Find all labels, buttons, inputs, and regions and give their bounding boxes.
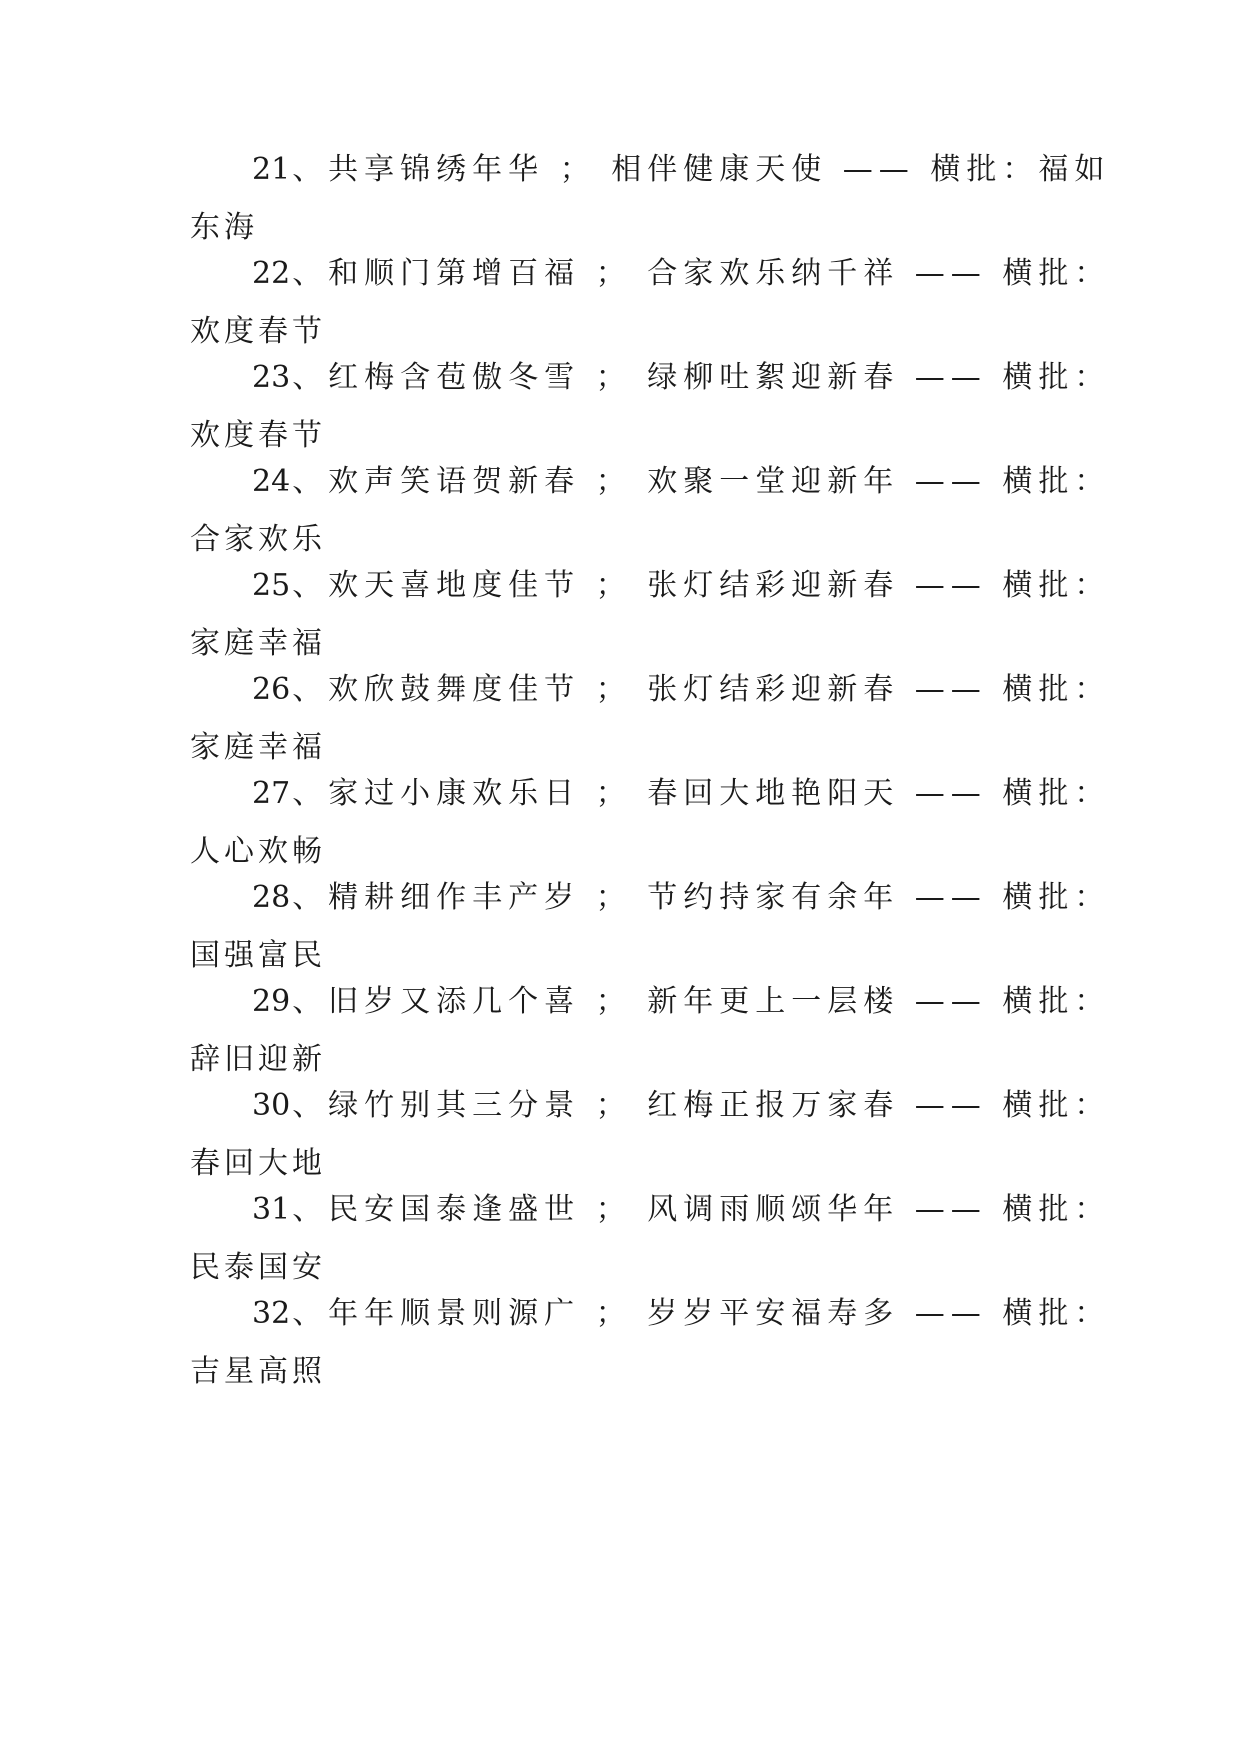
couplet-text: 、欢欣鼓舞度佳节 ； 张灯结彩迎新春 —— 横批： xyxy=(292,672,1111,707)
couplet-continuation: 春回大地 xyxy=(190,1146,326,1181)
couplet-continuation: 东海 xyxy=(190,210,258,245)
entry-number: 21 xyxy=(252,152,291,187)
entry-number: 22 xyxy=(252,256,291,291)
couplet-continuation: 民泰国安 xyxy=(190,1250,326,1285)
couplet-continuation: 合家欢乐 xyxy=(190,522,326,557)
couplet-text: 、精耕细作丰产岁 ； 节约持家有余年 —— 横批： xyxy=(292,880,1111,915)
couplet-line xyxy=(252,566,1110,606)
couplet-line xyxy=(252,1190,1110,1230)
entry-number: 26 xyxy=(252,672,291,707)
entry-number: 25 xyxy=(252,568,291,603)
entry-number: 32 xyxy=(252,1296,291,1331)
couplet-continuation: 欢度春节 xyxy=(190,418,326,453)
couplet-line xyxy=(252,150,1110,190)
couplet-continuation: 人心欢畅 xyxy=(190,834,326,869)
entry-number: 30 xyxy=(252,1088,291,1123)
entry-number: 28 xyxy=(252,880,291,915)
couplet-line xyxy=(252,358,1110,398)
couplet-continuation: 辞旧迎新 xyxy=(190,1042,326,1077)
couplet-line xyxy=(252,462,1110,502)
couplet-text: 、欢天喜地度佳节 ； 张灯结彩迎新春 —— 横批： xyxy=(292,568,1111,603)
couplet-text: 、年年顺景则源广 ； 岁岁平安福寿多 —— 横批： xyxy=(292,1296,1111,1331)
entry-number: 24 xyxy=(252,464,291,499)
entry-number: 31 xyxy=(252,1192,291,1227)
couplet-line xyxy=(252,254,1110,294)
couplet-continuation: 欢度春节 xyxy=(190,314,326,349)
couplet-continuation: 吉星高照 xyxy=(190,1354,326,1389)
couplet-line xyxy=(252,878,1110,918)
couplet-line xyxy=(252,1086,1110,1126)
couplet-text: 、家过小康欢乐日 ； 春回大地艳阳天 —— 横批： xyxy=(292,776,1111,811)
entry-number: 23 xyxy=(252,360,291,395)
couplet-continuation: 家庭幸福 xyxy=(190,626,326,661)
couplet-text: 、欢声笑语贺新春 ； 欢聚一堂迎新年 —— 横批： xyxy=(292,464,1111,499)
couplet-text: 、旧岁又添几个喜 ； 新年更上一层楼 —— 横批： xyxy=(292,984,1111,1019)
couplet-continuation: 家庭幸福 xyxy=(190,730,326,765)
couplet-text: 、绿竹别其三分景 ； 红梅正报万家春 —— 横批： xyxy=(292,1088,1111,1123)
couplet-text: 、民安国泰逢盛世 ； 风调雨顺颂华年 —— 横批： xyxy=(292,1192,1111,1227)
couplet-line xyxy=(252,982,1110,1022)
entry-number: 29 xyxy=(252,984,291,1019)
couplet-line xyxy=(252,774,1110,814)
couplet-line xyxy=(252,1294,1110,1334)
couplet-continuation: 国强富民 xyxy=(190,938,326,973)
couplet-text: 、共享锦绣年华 ； 相伴健康天使 —— 横批：福如 xyxy=(292,152,1111,187)
couplet-line xyxy=(252,670,1110,710)
entry-number: 27 xyxy=(252,776,291,811)
couplet-text: 、红梅含苞傲冬雪 ； 绿柳吐絮迎新春 —— 横批： xyxy=(292,360,1111,395)
couplet-text: 、和顺门第增百福 ； 合家欢乐纳千祥 —— 横批： xyxy=(292,256,1111,291)
